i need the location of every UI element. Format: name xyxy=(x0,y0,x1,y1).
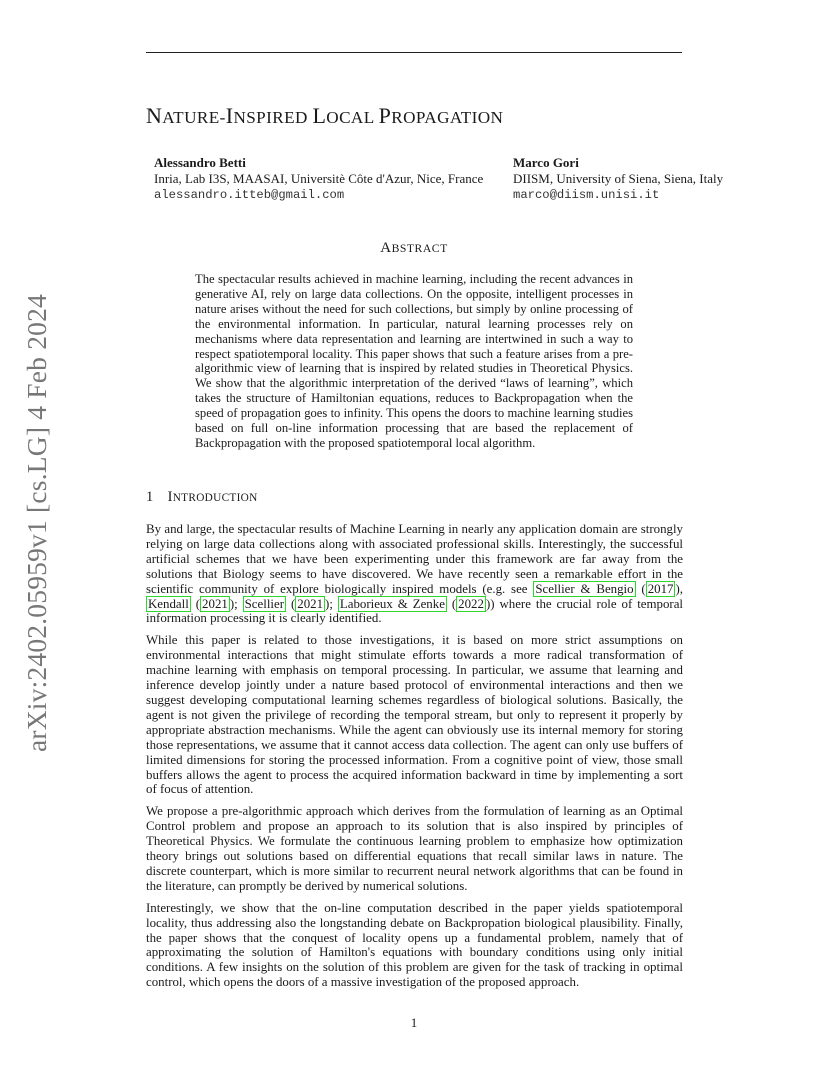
citation-year-link[interactable]: 2017 xyxy=(647,581,674,596)
author-affiliation: Inria, Lab I3S, MAASAI, Universitè Côte d'Azur, Nice, France xyxy=(154,171,484,186)
paragraph: We propose a pre-algorithmic approach which derives from the formulation of learning as an Optimal Control problem and propose an approach to its solution that is also inspired by principles of Theoretical Physics. We formulate the continuous learning problem to emphasize how optimization theory brings out solutions based on differential equations that recall similar laws in nature. The discrete counterpart, which is more similar to recurrent neural network algorithms that can be found in the literature, can promptly be derived by numerical solutions. xyxy=(146,804,683,893)
paper-title: NATURE-INSPIRED LOCAL PROPAGATION xyxy=(146,103,504,128)
author-email[interactable]: marco@diism.unisi.it xyxy=(513,188,660,202)
section-number: 1 xyxy=(146,489,154,505)
page-number: 1 xyxy=(410,1015,418,1030)
author-email[interactable]: alessandro.itteb@gmail.com xyxy=(154,188,345,202)
paragraph: While this paper is related to those investigations, it is based on more strict assumptions on environmental interactions that might stimulate efforts towards a more radical transformation of machine learning with emphasis on temporal processing. In particular, we assume that learning and inference develop jointly under a nature based protocol of environmental interactions and then we suggest developing computational learning schemes regardless of biological solutions. Basically, the agent is not given the privilege of recording the temporal stream, but only to represent it properly by appropriate abstraction mechanisms. While the agent can obviously use its internal memory for storing those representations, we assume that it cannot access data collection. The agent can only use buffers of limited dimensions for storing the processed information. From a cognitive point of view, those small buffers allows the agent to process the acquired information backward in time by implementing a sort of focus of attention. xyxy=(146,633,683,797)
citation-link-scellier[interactable]: Scellier xyxy=(244,596,285,611)
citation-link-laborieux-zenke[interactable]: Laborieux & Zenke xyxy=(339,596,445,611)
paragraph: Interestingly, we show that the on-line computation described in the paper yields spatiotemporal locality, thus addressing also the longstanding debate on Backpropation biological plausibility. Finally, the paper shows that the conquest of locality opens up a fundamental problem, namely that of approximating the solution of Hamilton's equations with boundary conditions using only initial conditions. A few insights on the solution of this problem are given for the task of tracking in optimal control, which opens the doors of a massive investigation of the proposed approach. xyxy=(146,900,683,990)
author-block-betti xyxy=(154,155,483,203)
author-name: Alessandro Betti xyxy=(154,155,246,170)
citation-year-link[interactable]: 2021 xyxy=(297,596,324,611)
author-affiliation: DIISM, University of Siena, Siena, Italy xyxy=(513,171,724,186)
citation-link-kendall[interactable]: Kendall xyxy=(148,596,189,611)
abstract-heading: ABSTRACT xyxy=(380,240,448,256)
header-rule xyxy=(146,52,682,53)
introduction-body xyxy=(146,522,683,997)
arxiv-id-text: arXiv:2402.05959v1 [cs.LG] 4 Feb 2024 xyxy=(21,293,52,752)
author-block-gori xyxy=(513,155,723,203)
arxiv-watermark xyxy=(8,295,66,750)
section-heading-introduction: 1 INTRODUCTION xyxy=(146,489,258,505)
abstract-text: The spectacular results achieved in machine learning, including the recent advances in generative AI, rely on large data collections. On the opposite, intelligent processes in nature arises without the need for such collections, but simply by online processing of the environmental information. In particular, natural learning processes rely on mechanisms where data representation and learning are intertwined in such a way to respect spatiotemporal locality. This paper shows that such a feature arises from a pre-algorithmic view of learning that is inspired by related studies in Theoretical Physics. We show that the algorithmic interpretation of the derived “laws of learning”, which takes the structure of Hamiltonian equations, reduces to Backpropagation when the speed of propagation goes to infinity. This opens the doors to machine learning studies based on full on-line information processing that are based the replacement of Backpropagation with the proposed spatiotemporal local algorithm. xyxy=(195,272,633,450)
citation-year-link[interactable]: 2021 xyxy=(202,596,228,611)
paragraph: By and large, the spectacular results of Machine Learning in nearly any application domain are strongly relying on large data collections along with associated professional skills. Interestingly, the successful artificial schemes that we have been experimenting under this framework are far away from the solutions that Biology seems to have discovered. We have recently seen a remarkable effort in the scientific community of explore biologically inspired models (e.g. see Scellier & Bengio ( 2017 ), Kendall ( 2021 ); Scellier ( 2021 ); Laborieux & Zenke ( 2022 )) where the crucial role of temporal information processing it is clearly identified. xyxy=(146,522,684,626)
citation-year-link[interactable]: 2022 xyxy=(458,596,484,611)
citation-link-scellier-bengio[interactable]: Scellier & Bengio xyxy=(535,581,634,596)
author-name: Marco Gori xyxy=(513,155,579,170)
